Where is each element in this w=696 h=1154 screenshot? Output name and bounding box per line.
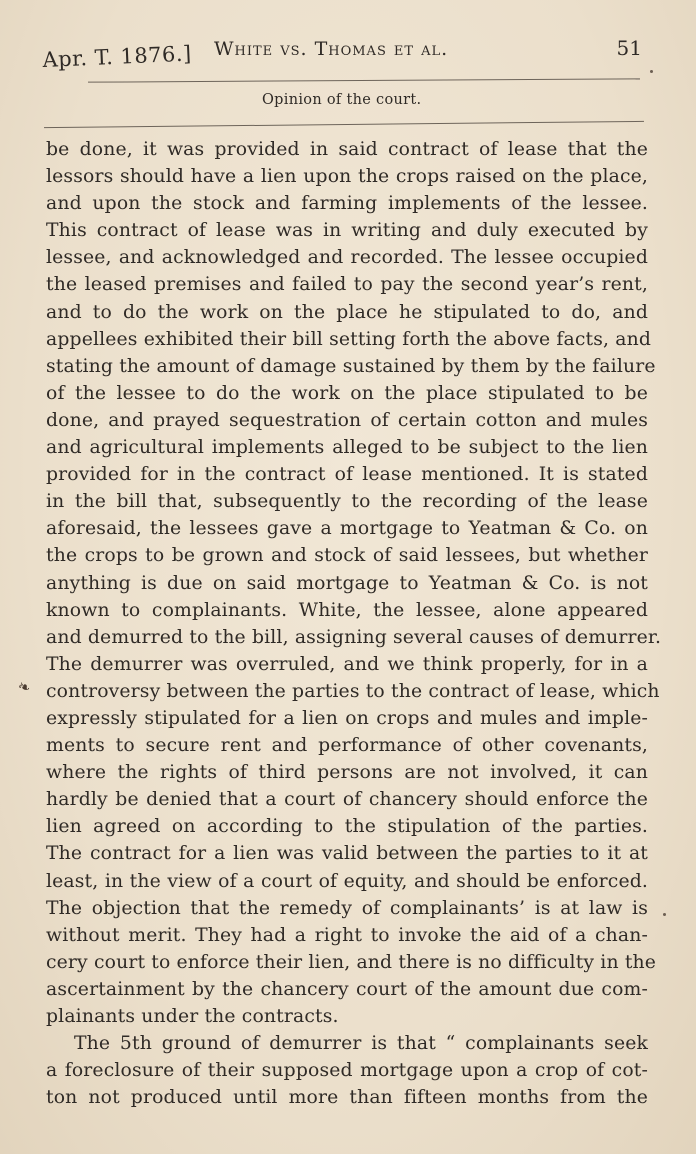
text-line: anything is due on said mortgage to Yeatman & Co. is not <box>46 572 648 594</box>
text-line: where the rights of third persons are not involved, it can <box>46 762 648 784</box>
text-line: and to do the work on the place he stipulated to do, and <box>46 301 648 323</box>
text-line: aforesaid, the lessees gave a mortgage to Yeatman & Co. on <box>46 518 648 540</box>
header-rule <box>88 78 640 82</box>
text-line: done, and prayed sequestration of certain cotton and mules <box>46 409 648 431</box>
text-line: the crops to be grown and stock of said lessees, but whether <box>46 545 648 567</box>
text-line: lessee, and acknowledged and recorded. The lessee occupied <box>46 247 648 269</box>
margin-ink-mark: ❧ <box>15 676 34 698</box>
text-line: without merit. They had a right to invoke the aid of a chan- <box>46 924 648 946</box>
text-line: in the bill that, subsequently to the recording of the lease <box>46 491 648 513</box>
text-line: be done, it was provided in said contract of lease that the <box>46 139 648 160</box>
page-number: 51 <box>616 36 642 60</box>
text-line: and demurred to the bill, assigning several causes of demurrer. <box>46 626 662 648</box>
text-line: hardly be denied that a court of chancery should enforce the <box>46 789 648 811</box>
opinion-text <box>46 136 662 1111</box>
text-line: lessors should have a lien upon the crops raised on the place, <box>46 166 648 188</box>
case-title: White vs. Thomas et al. <box>214 38 449 60</box>
text-line: and agricultural implements alleged to be subject to the lien <box>46 437 648 459</box>
paper-speck <box>663 913 666 916</box>
text-line: cery court to enforce their lien, and there is no difficulty in the <box>46 951 657 973</box>
paper-speck <box>650 70 653 73</box>
text-line: least, in the view of a court of equity, and should be enforced. <box>46 870 648 892</box>
text-line: The demurrer was overruled, and we think properly, for in a <box>46 653 648 675</box>
text-line: The contract for a lien was valid between the parties to it at <box>46 843 648 865</box>
text-line: The objection that the remedy of complainants’ is at law is <box>46 897 648 919</box>
text-line: ascertainment by the chancery court of the amount due com- <box>46 978 648 1000</box>
text-line: stating the amount of damage sustained by them by the failure <box>46 355 656 377</box>
section-heading: Opinion of the court. <box>262 92 422 108</box>
text-line: the leased premises and failed to pay the second year’s rent, <box>46 274 648 296</box>
text-line: provided for in the contract of lease mentioned. It is stated <box>46 464 648 486</box>
text-line: expressly stipulated for a lien on crops and mules and imple- <box>46 707 648 729</box>
term-citation: Apr. T. 1876.] <box>42 41 193 72</box>
text-line: controversy between the parties to the contract of lease, which <box>46 680 660 702</box>
running-header <box>42 34 654 74</box>
text-line: lien agreed on according to the stipulation of the parties. <box>46 816 648 838</box>
text-line: of the lessee to do the work on the place stipulated to be <box>46 382 648 404</box>
text-line: known to complainants. White, the lessee, alone appeared <box>46 599 648 621</box>
text-line: a foreclosure of their supposed mortgage upon a crop of cot- <box>46 1060 648 1082</box>
text-line: This contract of lease was in writing and duly executed by <box>46 220 648 242</box>
text-line: and upon the stock and farming implements of the lessee. <box>46 193 648 215</box>
text-line: appellees exhibited their bill setting forth the above facts, and <box>46 328 652 350</box>
paragraph-start-line: The 5th ground of demurrer is that “ complainants seek <box>74 1033 648 1055</box>
text-line: ton not produced until more than fifteen months from the <box>46 1087 648 1109</box>
paragraph-end-line: plainants under the contracts. <box>46 1006 339 1027</box>
text-line: ments to secure rent and performance of other covenants, <box>46 735 648 757</box>
section-rule <box>44 121 644 128</box>
